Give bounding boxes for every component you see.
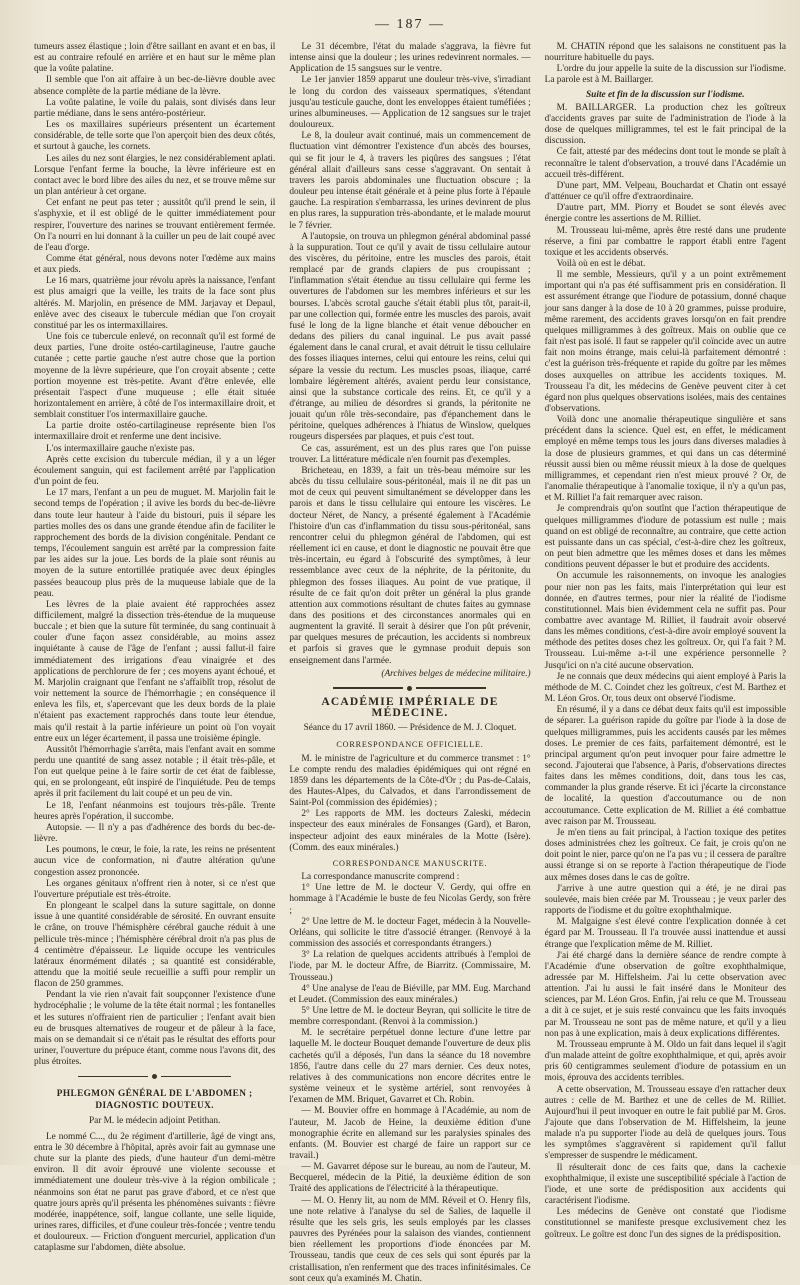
- column-1: [34, 42, 276, 1254]
- paragraph: L'os intermaxillaire gauche n'existe pas.: [46, 443, 195, 454]
- paragraph: Les lèvres de la plaie avaient été rapprochées assez difficilement, malgré la dissection très-étendue de la muqueuse buccale ; et bien que la suture fût terminée, du sang continuait à couler d'une façon assez considérable, au moins assez inquiétante à cause de l'âge de l'enfant ; aussi fallut-il faire immédiatement des irrigations d'eau vinaigrée et des applications de perchlorure de fer ; ces moyens ayant échoué, et M. Marjolin craignant que l'enfant ne s'affaiblît trop, résolut de voir nettement la source de l'hémorrhagie ; en conséquence il enleva les fils, et, s'apercevant que les deux bords de la plaie n'étaient pas exactement rapprochés dans toute leur étendue, mais qu'il restait à la partie inférieure un point où l'on voyait entre eux un léger écartement, il passa une troisième épingle.: [34, 599, 276, 744]
- paragraph: La voûte palatine, le voile du palais, sont divisés dans leur partie médiane, dans le sens antéro-postérieur.: [34, 97, 276, 119]
- paragraph: La correspondance manuscrite comprend :: [301, 872, 460, 883]
- paragraph: tumeurs assez élastique ; loin d'être saillant en avant et en bas, il est au contraire refoulé en arrière et en haut sur le même plan que la voûte palatine.: [34, 42, 276, 75]
- paragraph: Voilà donc une anomalie thérapeutique singulière et sans précédent dans la science. Quel est, en effet, le médicament employé en même temps tous les jours dans diverses maladies à la dose de plusieurs grammes, et qui dans un cas déterminé réussit aussi bien ou même réussit mieux à la dose de quelques milligrammes, et cependant rien n'est mieux prouvé ? Or, de l'anomalie thérapeutique à l'anomalie toxique, il n'y a qu'un pas, et M. Rilliet l'a fait remarquer avec raison.: [544, 415, 786, 504]
- page-number: — 187 —: [375, 17, 445, 32]
- paragraph: Je ne connais que deux médecins qui aient employé à Paris la méthode de M. C. Coindet chez les goîtreux, c'est M. Barthez et M. Léon Gros. Or, tous deux ont observé l'iodisme.: [544, 671, 786, 705]
- paragraph: Bricheteau, en 1839, a fait un très-beau mémoire sur les abcès du tissu cellulaire sous-péritonéal, mais il ne dit pas un mot de ceux qui peuvent simultanément se développer dans les parois et dans le tissu cellulaire qui entoure les viscères. Le docteur Néret, de Nancy, a présenté également à l'Académie l'histoire d'un cas d'inflammation du tissu sous-péritonéal, sans rencontrer celui du phlegmon général de l'abdomen, qui est réellement ici en cause, et dont le diagnostic ne pouvait être que très-incertain, eu égard à l'obscurité des symptômes, à leur ressemblance avec ceux de la néphrite, de la péritonite, du phlegmon des fosses iliaques. Au point de vue pratique, il résulte de ce fait qu'on doit prêter un général la plus grande attention aux commotions résultant de chutes faites au gymnase dans des positions et des circonstances anormales qui en augmentent la gravité. Il serait à désirer que l'on pût prévenir, par quelques mesures de précaution, les accidents si nombreux et parfois si graves que le gymnase produit depuis son enseignement dans l'armée.: [289, 465, 531, 666]
- paragraph: D'autre part, MM. Piorry et Boudet se sont élevés avec énergie contre les assertions de M. Rilliet.: [544, 203, 786, 225]
- paragraph: Le 17 mars, l'enfant a un peu de muguet. M. Marjolin fait le second temps de l'opération ; il avive les bords du bec-de-lièvre dans toute leur hauteur à l'aide du bistouri, puis il sépare les parties molles des os dans une grande étendue afin de faciliter le rapprochement des bords de la division congénitale. Pendant ce temps, l'écoulement sanguin est arrêté par la compression faite par les aides sur la joue. Les bords de la plaie sont réunis au moyen de la suture entortillée pratiquée avec deux épingles passées beaucoup plus près de la muqueuse labiale que de la peau.: [34, 488, 276, 599]
- divider-line: [78, 1076, 148, 1077]
- divider-line: [161, 1076, 231, 1077]
- academy-title: ACADÉMIE IMPÉRIALE DE MÉDECINE.: [321, 695, 499, 720]
- paragraph: Une fois ce tubercule enlevé, on reconnaît qu'il est formé de deux parties, l'une droite ostéo-cartilagineuse, l'autre gauche cutanée ; cette partie gauche n'est autre chose que la portion moyenne de la lèvre supérieure, que l'on croyait absente ; cette portion moyenne est très-petite. Avant d'être enlevée, elle présentait l'aspect d'une muqueuse ; elle était située horizontalement en arrière, à côté de l'os intermaxillaire droit, et semblait constituer l'os intermaxillaire gauche.: [34, 332, 276, 421]
- paragraph: Il résulterait donc de ces faits que, dans la cachexie exophthalmique, il existe une susceptibilité spéciale à l'action de l'iode, et une sorte de prédisposition aux accidents qui caractérisent l'iodisme.: [544, 1162, 786, 1207]
- text-columns: [34, 42, 786, 1284]
- paragraph: 2° Une lettre de M. le docteur Faget, médecin à la Nouvelle-Orléans, qui sollicite le titre d'associé étranger. (Renvoyé à la commission des associés et correspondants étrangers.): [289, 916, 531, 950]
- paragraph: 3° La relation de quelques accidents attribués à l'emploi de l'iode, par M. le docteur Affre, de Biarritz. (Commissaire, M. Trousseau.): [289, 950, 531, 983]
- divider-dot: [152, 1074, 157, 1079]
- paragraph: En résumé, il y a dans ce débat deux faits qu'il est impossible de séparer. La guérison rapide du goître par l'iode à la dose de quelques milligrammes, puis les accidents causés par les mêmes doses. Le premier de ces faits, parfaitement démontré, est le principal argument qu'on peut invoquer pour faire admettre le second. J'ajouterai que l'absence, à Paris, d'observations directes faites dans les mêmes conditions, doit, dans tous les cas, commander la plus grande réserve. Et ici j'écarte la circonstance de localité, la question d'accoutumance ou de non accoutumance. Cette explication de M. Rilliet a été combattue avec raison par M. Trousseau.: [544, 705, 786, 827]
- paragraph: Après cette excision du tubercule médian, il y a un léger écoulement sanguin, qui est facilement arrêté par l'application d'un point de feu.: [34, 454, 276, 488]
- paragraph: A l'autopsie, on trouva un phlegmon général abdominal passé à la suppuration. Tout ce qu'il y avait de tissu cellulaire autour des viscères, du péritoine, entre les muscles des parois, était remplacé par de grands clapiers de pus croupissant ; l'inflammation s'était étendue au tissu cellulaire qui ferme les ouvertures de l'abdomen sur les membres inférieurs et sur les bourses. L'abcès scrotal gauche s'était établi plus tôt, parait-il, par une collection qui, formée entre les muscles des parois, avait fusé le long de la ligne blanche et était venue déboucher en dedans des piliers du canal inguinal. Le pus avait passé également dans le canal crural, et avait détruit le tissu cellulaire des fosses iliaques internes, celui qui entoure les reins, celui qui sépare la vessie du rectum. Les muscles psoas, iliaque, carré lombaire légèrement altérés, avaient perdu leur consistance, ainsi que la substance corticale des reins. Et, ce qu'il y a d'étrange, au milieu de désordres si grands, la péritonite ne jouait qu'un rôle très-secondaire, pas d'épanchement dans le péritoine, quelques adhérences à l'hiatus de Winslow, quelques rougeurs dispersées par plaques, et puis c'est tout.: [289, 231, 531, 443]
- paragraph: M. Trousseau lui-même, après être resté dans une prudente réserve, a fini par combattre le rapport établi entre l'agent toxique et les accidents observés.: [544, 225, 786, 258]
- paragraph: Je m'en tiens au fait principal, à l'action toxique des petites doses administrées chez les goîtreux. Ce fait, je crois qu'on ne doit point le nier, parce qu'on ne l'a pas vu ; il cessera de paraître aussi étrange si on se reporte à l'action thérapeutique de l'iode aux mêmes doses dans le cas de goître.: [544, 827, 786, 883]
- paragraph: Aussitôt l'hémorrhagie s'arrêta, mais l'enfant avait en somme perdu une quantité de sang assez notable ; il était très-pâle, et l'on eut quelque peine à le faire sortir de cet état de faiblesse, qui, en se prolongeant, eût inspiré de l'inquiétude. Peu de temps après il prit facilement du lait coupé et un peu de vin.: [34, 744, 276, 800]
- paragraph: M. Trousseau emprunte à M. Oldo un fait dans lequel il s'agit d'un malade atteint de goître exophthalmique, et qui, après avoir pris 60 centigrammes seulement d'iodure de potassium en un mois, éprouva des accidents terribles.: [544, 1039, 786, 1084]
- paragraph: 5° Une lettre de M. le docteur Beyran, qui sollicite le titre de membre correspondant. (Renvoi à la commission.): [289, 1005, 531, 1028]
- paragraph: — M. Gavarret dépose sur le bureau, au nom de l'auteur, M. Becquerel, médecin de la Pitié, la deuxième édition de son Traité des applications de l'électricité à la thérapeutique.: [289, 1162, 531, 1195]
- paragraph: 2° Les rapports de MM. les docteurs Zaleski, médecin inspecteur des eaux minérales de Fonsanges (Gard), et Baron, inspecteur adjoint des eaux minérales de la Motte (Isère). (Comm. des eaux minérales.): [289, 809, 531, 853]
- session-date: Séance du 17 avril 1860. — Présidence de M. J. Cloquet.: [303, 723, 517, 734]
- paragraph: Comme état général, nous devons noter l'œdème aux mains et aux pieds.: [34, 253, 276, 276]
- manuscript-correspondence-heading: CORRESPONDANCE MANUSCRITE.: [332, 858, 488, 868]
- paragraph: Les poumons, le cœur, le foie, la rate, les reins ne présentent aucun vice de conformation, ni d'autre altération qu'une congestion assez prononcée.: [34, 845, 276, 878]
- paragraph: Le 1er janvier 1859 apparut une douleur très-vive, s'irradiant le long du cordon des vaisseaux spermatiques, s'étendant jusqu'au testicule gauche, dont les enveloppes étaient tuméfiées ; urines albumineuses. — Application de 12 sangsues sur le trajet douloureux.: [289, 75, 531, 131]
- paragraph: Le 18, l'enfant néanmoins est toujours très-pâle. Trente heures après l'opération, il succombe.: [34, 800, 276, 822]
- section-title: PHLEGMON GÉNÉRAL DE L'ABDOMEN ; DIAGNOSTIC DOUTEUX.: [56, 1089, 253, 1111]
- paragraph: Je comprendrais qu'on soutînt que l'action thérapeutique de quelques milligrammes d'iodure de potassium est nulle ; mais quand on est obligé de reconnaître, au contraire, que cette action est puissante dans un cas spécial, c'est-à-dire chez les goîtreux, on peut bien admettre que les mêmes doses et dans les mêmes conditions peuvent dépasser le but et produire des accidents.: [544, 504, 786, 571]
- paragraph: Autopsie. — Il n'y a pas d'adhérence des bords du bec-de-lièvre.: [34, 822, 276, 845]
- paragraph: En plongeant le scalpel dans la suture sagittale, on donne issue à une quantité considérable de sérosité. En ouvrant ensuite le crâne, on trouve l'hémisphère cérébral gauche réduit à une pellicule très-mince ; l'hémisphère cérébral droit n'a pas plus de 4 centimètre d'épaisseur. Le liquide occupe les ventricules latéraux énormément dilatés ; sa quantité est considérable, attendu que la moitié seule recueillie a suffi pour remplir un flacon de 250 grammes.: [34, 901, 276, 990]
- paragraph: Les médecins de Genève ont constaté que l'iodisme constitutionnel se manifeste presque exclusivement chez les goîtreux. Le goître est donc l'un des signes de la prédisposition.: [544, 1207, 786, 1240]
- section-divider: [289, 686, 530, 691]
- source-citation: (Archives belges de médecine militaire.): [381, 668, 531, 679]
- section-divider: [34, 1074, 275, 1079]
- paragraph: Le 31 décembre, l'état du malade s'aggrava, la fièvre fut intense ainsi que la douleur ; les urines redevinrent normales. — Application de 15 sangsues sur le ventre.: [289, 42, 531, 75]
- paragraph: M. le secrétaire perpétuel donne lecture d'une lettre par laquelle M. le docteur Bouquet demande l'ouverture de deux plis cachetés qu'il a déposés, l'un dans la séance du 18 novembre 1856, l'autre dans celle du 27 mars dernier. Ces deux notes, relatives à des communications non encore décrites entre le système veineux et le système artériel, sont renvoyées à l'examen de MM. Briquet, Gavarret et Ch. Robin.: [289, 1028, 531, 1106]
- paragraph: — M. O. Henry lit, au nom de MM. Réveil et O. Henry fils, une note relative à l'analyse du sel de Salies, de laquelle il résulte que les sels gris, les seuls employés par les classes pauvres des Pyrénées pour la salaison des viandes, contiennent bien réellement les proportions d'iode énoncées par M. Trousseau, tandis que ceux de ces sels qui sont épurés par la cristallisation, n'en renferment que des traces infinitésimales. Ce sont ceux qu'a examinés M. Chatin.: [289, 1195, 531, 1284]
- paragraph: Les ailes du nez sont élargies, le nez considérablement aplati. Lorsque l'enfant ferme la bouche, la lèvre inférieure est en contact avec le bord libre des ailes du nez, et se trouve même sur un plan antérieur à cet organe.: [34, 153, 276, 198]
- paragraph: Le 16 mars, quatrième jour révolu après la naissance, l'enfant est plus amaigri que la veille, les traits de la face sont plus altérés. M. Marjolin, en présence de MM. Jarjavay et Depaul, enlève avec des ciseaux le tubercule médian que l'on croyait constitué par les os intermaxillaires.: [34, 276, 276, 331]
- paragraph: M. BAILLARGER. La production chez les goîtreux d'accidents graves par suite de l'administration de l'iode à la dose de quelques milligrammes, tel est le fait principal de la discussion.: [544, 102, 786, 147]
- paragraph: — M. Bouvier offre en hommage à l'Académie, au nom de l'auteur, M. Jacob de Heine, la deuxième édition d'une monographie écrite en allemand sur les paralysies spinales des enfants. (M. Bouvier est chargé de faire un rapport sur ce travail.): [289, 1106, 531, 1161]
- paragraph: Voilà où en est le débat.: [556, 258, 646, 269]
- divider-line: [416, 687, 486, 689]
- paragraph: La partie droite ostéo-cartilagineuse représente bien l'os intermaxillaire droit et renferme une dent incisive.: [34, 421, 276, 443]
- paragraph: 4° Une analyse de l'eau de Biéville, par MM. Eug. Marchand et Leudet. (Commission des eaux minérales.): [289, 983, 531, 1005]
- column-3: [544, 42, 786, 1240]
- paragraph: A cette observation, M. Trousseau essaye d'en rattacher deux autres : celle de M. Barthez et une de celles de M. Rilliet. Aujourd'hui il peut invoquer en outre le fait publié par M. Gros. J'ajoute que dans l'observation de M. Hiffelsheim, la jeune malade n'a pu supporter l'iode au delà de quelques jours. Tous les symptômes s'aggravèrent si rapidement qu'il fallut s'empresser de suspendre le médicament.: [544, 1084, 786, 1162]
- paragraph: L'ordre du jour appelle la suite de la discussion sur l'iodisme. La parole est à M. Baillarger.: [544, 64, 786, 86]
- official-correspondence-heading: CORRESPONDANCE OFFICIELLE.: [336, 740, 484, 750]
- paragraph: Ce cas, assurément, est un des plus rares que l'on puisse trouver. La littérature médicale n'en fournit pas d'exemples.: [289, 443, 531, 465]
- paragraph: Il me semble, Messieurs, qu'il y a un point extrêmement important qui n'a pas été suffisamment pris en considération. Il est assurément étrange que l'iodure de potassium, donné chaque jour sans danger à la dose de 10 à 20 grammes, puisse produire, même rarement, des accidents graves lorsqu'on en fait prendre quelques milligrammes à des goîtreux. Mais on oublie que ce fait n'est pas isolé. Il faut se rappeler qu'il coïncide avec un autre fait non moins étrange, mais celui-là parfaitement démontré : c'est la guérison très-fréquente et rapide du goître par les mêmes doses auxquelles on attribue les accidents toxiques. M. Trousseau l'a dit, les médecins de Genève peuvent citer à cet égard non plus quelques observations isolées, mais des centaines d'observations.: [544, 270, 786, 414]
- paragraph: J'ai été chargé dans la dernière séance de rendre compte à l'Académie d'une observation de goître exophthalmique, adressée par M. Hiffelsheim. J'ai lu cette observation avec attention. J'ai lu aussi le fait inséré dans le Moniteur des sciences, par M. Léon Gros. Enfin, j'ai relu ce que M. Trousseau a dit à ce sujet, et je suis resté convaincu que les faits invoqués par M. Trousseau ne sont pas de même nature, et qu'il y a lieu non pas à une explication, mais à deux explications différentes.: [544, 950, 786, 1039]
- paragraph: D'une part, MM. Velpeau, Bouchardat et Chatin ont essayé d'atténuer ce qu'il offre d'extraordinaire.: [544, 180, 786, 203]
- paragraph: Ce fait, attesté par des médecins dont tout le monde se plaît à reconnaître le talent d'observation, a trouvé dans l'Académie un accueil très-différent.: [544, 147, 786, 180]
- paragraph: M. Malgaigne s'est élevé contre l'explication donnée à cet égard par M. Trousseau. Il l'a trouvée aussi inattendue et aussi étrange que l'explication même de M. Rilliet.: [544, 917, 786, 950]
- paragraph: Le 8, la douleur avait continué, mais un commencement de fluctuation vint démontrer l'existence d'un abcès des bourses, qui se fit jour le 4, à travers les piqûres des sangsues ; l'état général allait d'ailleurs sans cesse s'aggravant. On sentait à travers les parois abdominales une fluctuation obscure ; la douleur peu intense était générale et à peine plus forte à l'épaule gauche. La respiration s'embarrassa, les urines devinrent de plus en plus rares, la suppuration très-abondante, et le malade mourut le 7 février.: [289, 131, 531, 231]
- paragraph: Pendant la vie rien n'avait fait soupçonner l'existence d'une hydrocéphalie ; le volume de la tête était normal ; les fontanelles et les sutures n'offraient rien de particulier ; l'enfant avait bien eu de brusques alternatives de rougeur et de pâleur à la face, mais on se demandait si ce n'était pas le résultat des efforts pour uriner, l'ouverture du prépuce étant, comme nous l'avons dit, des plus étroites.: [34, 990, 276, 1068]
- page-header: [34, 8, 786, 42]
- divider-line: [333, 687, 403, 689]
- paragraph: Les organes génitaux n'offrent rien à noter, si ce n'est que l'ouverture préputiale est très-étroite.: [34, 878, 276, 900]
- paragraph: 1° Une lettre de M. le docteur V. Gerdy, qui offre en hommage à l'Académie le buste de feu Nicolas Gerdy, son frère ;: [289, 883, 531, 916]
- paragraph: M. le ministre de l'agriculture et du commerce transmet : 1° Le compte rendu des maladies épidémiques qui ont régné en 1859 dans les départements de la Côte-d'Or ; du Pas-de-Calais, des Hautes-Alpes, du Calvados, et dans l'arrondissement de Saint-Pol (commission des épidémies) ;: [289, 753, 531, 809]
- paragraph: Le nommé C..., du 2e régiment d'artillerie, âgé de vingt ans, entra le 30 décembre à l'hôpital, après avoir fait au gymnase une chute sur la plante des pieds, d'une hauteur d'un demi-mètre environ. Il dit avoir éprouvé une violente secousse et immédiatement une douleur très-vive à la région ombilicale ; néanmoins son état ne parut pas grave d'abord, et ce n'est que quatre jours après qu'il présenta les phénomènes suivants : fièvre modérée, inappétence, soif, langue collante, une selle liquide, urines rares, difficiles, et d'une couleur très-foncée ; ventre tendu et douloureux. — Friction d'onguent mercuriel, application d'un cataplasme sur l'abdomen, diète absolue.: [34, 1131, 276, 1254]
- paragraph: On accumule les raisonnements, on invoque les analogies pour nier non pas les faits, mais l'interprétation qui leur est donnée, en d'autres termes, pour nier la réalité de l'iodisme constitutionnel. Mais bien évidemment cela ne suffit pas. Pour combattre avec avantage M. Rilliet, il faudrait avoir observé dans les mêmes conditions, c'est-à-dire avoir employé souvent la méthode des petites doses chez les goîtreux. Or, qui l'a fait ? M. Trousseau. Lui-même a-t-il une expérience personnelle ? Jusqu'ici on n'a cité aucune observation.: [544, 571, 786, 671]
- paragraph: Cet enfant ne peut pas teter ; aussitôt qu'il prend le sein, il s'asphyxie, et il est obligé de le quitter immédiatement pour respirer, l'ouverture des narines se trouvant entièrement fermée. On l'a nourri en lui donnant à la cuiller un peu de lait coupé avec de l'eau d'orge.: [34, 198, 276, 253]
- paragraph: M. CHATIN répond que les salaisons ne constituent pas la nourriture habituelle du pays.: [544, 42, 786, 64]
- section-byline: Par M. le médecin adjoint Petithan.: [88, 1115, 221, 1126]
- paragraph: Il semble que l'on ait affaire à un bec-de-lièvre double avec absence complète de la partie médiane de la lèvre.: [34, 75, 276, 97]
- paragraph: Les os maxillaires supérieurs présentent un écartement considérable, de telle sorte que l'on aperçoit bien des deux côtés, et surtout à gauche, les cornets.: [34, 120, 276, 153]
- divider-dot: [407, 686, 412, 691]
- discussion-subheading: Suite et fin de la discussion sur l'iodisme.: [586, 89, 745, 100]
- paragraph: J'arrive à une autre question qui a été, je ne dirai pas soulevée, mais bien créée par M. Trousseau ; je veux parler des rapports de l'iodisme et du goître exophthalmique.: [544, 883, 786, 917]
- column-2: [289, 42, 531, 1284]
